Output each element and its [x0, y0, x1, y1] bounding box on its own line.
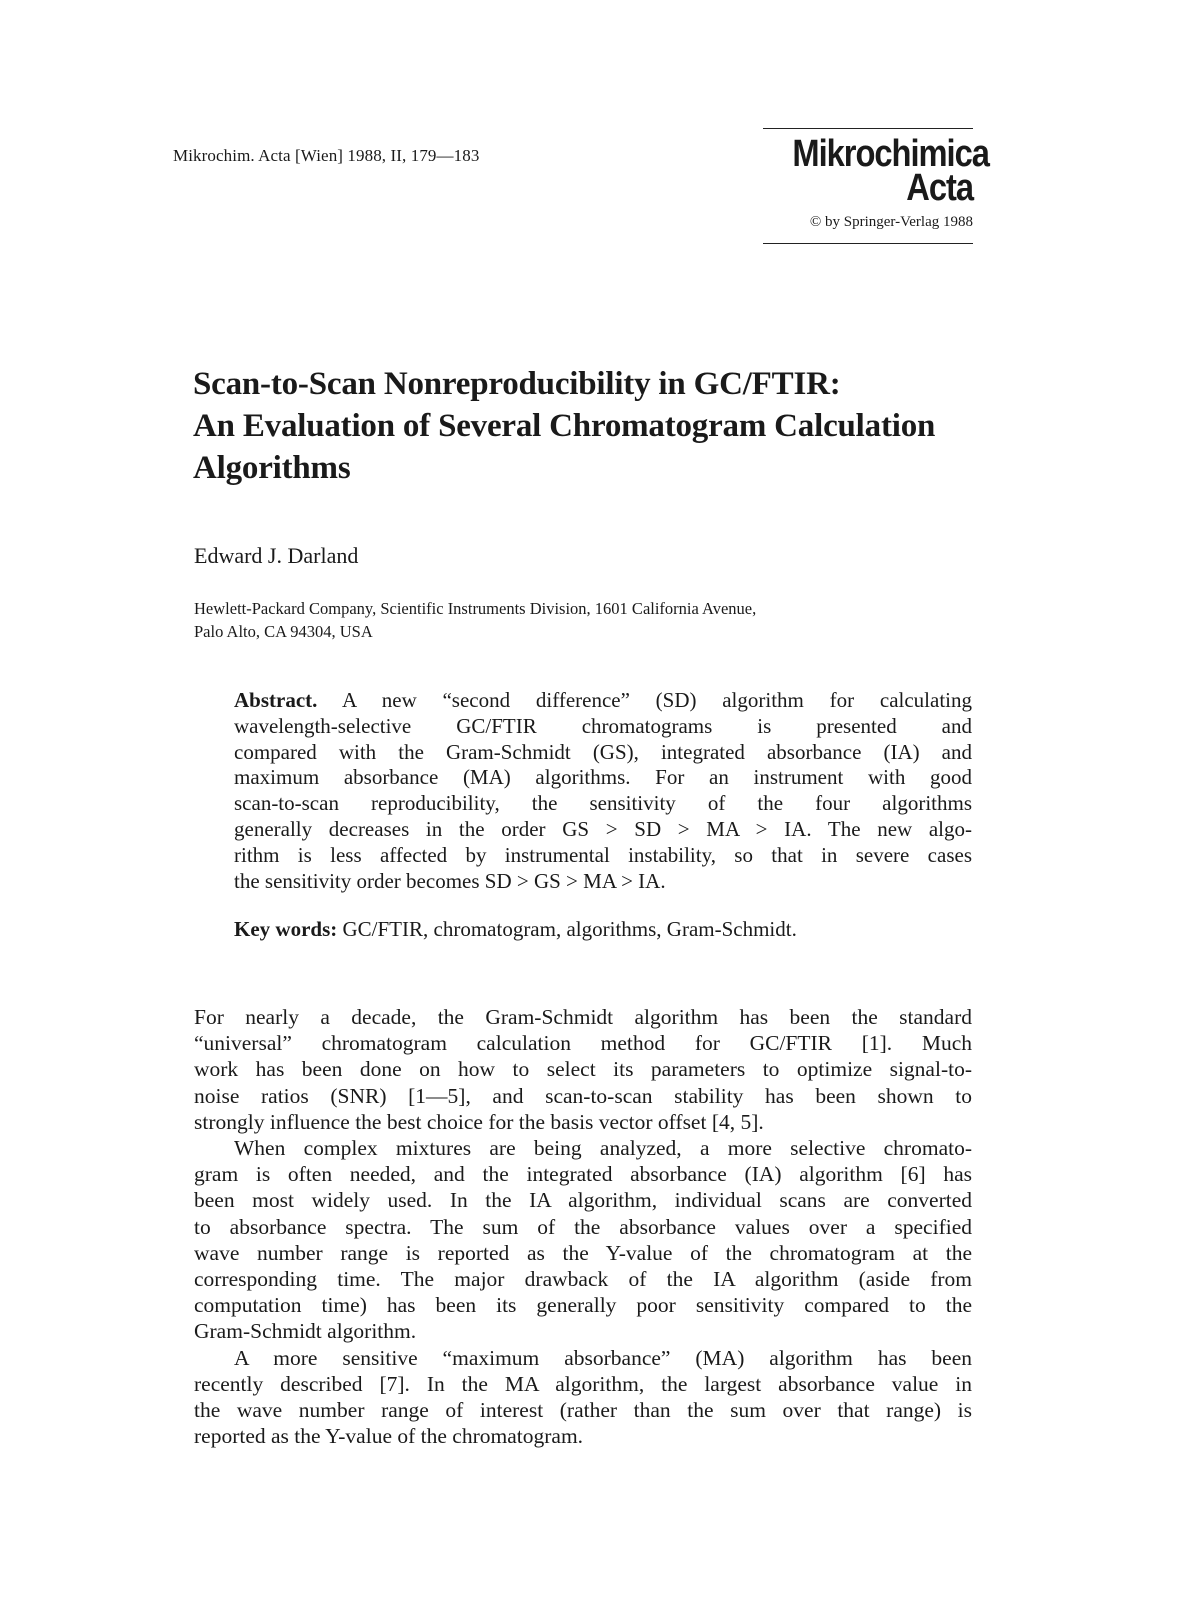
journal-citation: Mikrochim. Acta [Wien] 1988, II, 179—183 [173, 146, 480, 165]
title-line: Scan-to-Scan Nonreproducibility in GC/FTIR: [193, 366, 841, 402]
abstract-line: the sensitivity order becomes SD > GS > MA > IA. [234, 868, 666, 893]
paper-title [193, 363, 993, 489]
body-line: been most widely used. In the IA algorithm, individual scans are converted [194, 1188, 972, 1213]
body-line: gram is often needed, and the integrated absorbance (IA) algorithm [6] has [194, 1162, 972, 1187]
body-line: A more sensitive “maximum absorbance” (MA) algorithm has been [234, 1345, 972, 1370]
body-line: For nearly a decade, the Gram-Schmidt algorithm has been the standard [194, 1005, 972, 1029]
journal-logo-line2: Acta [906, 167, 973, 209]
body-line: computation time) has been its generally poor sensitivity compared to the [194, 1293, 972, 1318]
abstract-line: wavelength-selective GC/FTIR chromatograms is presented and [234, 713, 972, 738]
journal-logo-line1: Mikrochimica [792, 133, 989, 175]
copyright-notice: © by Springer-Verlag 1988 [763, 214, 973, 244]
body-line: corresponding time. The major drawback of the IA algorithm (aside from [194, 1267, 972, 1292]
body-line: recently described [7]. In the MA algorithm, the largest absorbance value in [194, 1371, 972, 1396]
body-line: When complex mixtures are being analyzed, a more selective chromato- [234, 1136, 972, 1161]
keywords [234, 917, 797, 942]
body-line: the wave number range of interest (rather than the sum over that range) is [194, 1398, 972, 1423]
body-line: noise ratios (SNR) [1—5], and scan-to-scan stability has been shown to [194, 1083, 972, 1108]
journal-logo [792, 133, 989, 209]
body-line: work has been done on how to select its parameters to optimize signal-to- [194, 1057, 972, 1082]
abstract-line [234, 688, 972, 714]
body-text [194, 1004, 972, 1449]
journal-masthead [763, 128, 989, 244]
title-line: An Evaluation of Several Chromatogram Calculation [193, 408, 936, 444]
author-affiliation [194, 597, 994, 643]
title-line: Algorithms [193, 450, 351, 486]
body-line: to absorbance spectra. The sum of the absorbance values over a specified [194, 1214, 972, 1239]
abstract-label: Abstract. [234, 688, 318, 712]
body-line: wave number range is reported as the Y-value of the chromatogram at the [194, 1240, 972, 1265]
abstract-line: rithm is less affected by instrumental instability, so that in severe cases [234, 842, 972, 867]
author-name: Edward J. Darland [194, 543, 359, 568]
body-line: strongly influence the best choice for the basis vector offset [4, 5]. [194, 1109, 764, 1134]
abstract-line: maximum absorbance (MA) algorithms. For an instrument with good [234, 765, 972, 790]
body-line: Gram-Schmidt algorithm. [194, 1319, 417, 1344]
abstract [234, 688, 972, 894]
abstract-text: A new “second difference” (SD) algorithm for calculating [342, 688, 972, 712]
affiliation-line: Palo Alto, CA 94304, USA [194, 622, 373, 641]
abstract-line: compared with the Gram-Schmidt (GS), integrated absorbance (IA) and [234, 739, 972, 764]
keywords-text: GC/FTIR, chromatogram, algorithms, Gram-Schmidt. [342, 917, 797, 941]
abstract-line: generally decreases in the order GS > SD > MA > IA. The new algo- [234, 816, 972, 841]
keywords-label: Key words: [234, 917, 338, 941]
body-line: “universal” chromatogram calculation method for GC/FTIR [1]. Much [194, 1031, 972, 1056]
abstract-line: scan-to-scan reproducibility, the sensitivity of the four algorithms [234, 791, 972, 816]
body-line: reported as the Y-value of the chromatogram. [194, 1424, 584, 1449]
affiliation-line: Hewlett-Packard Company, Scientific Instruments Division, 1601 California Avenue, [194, 599, 757, 618]
